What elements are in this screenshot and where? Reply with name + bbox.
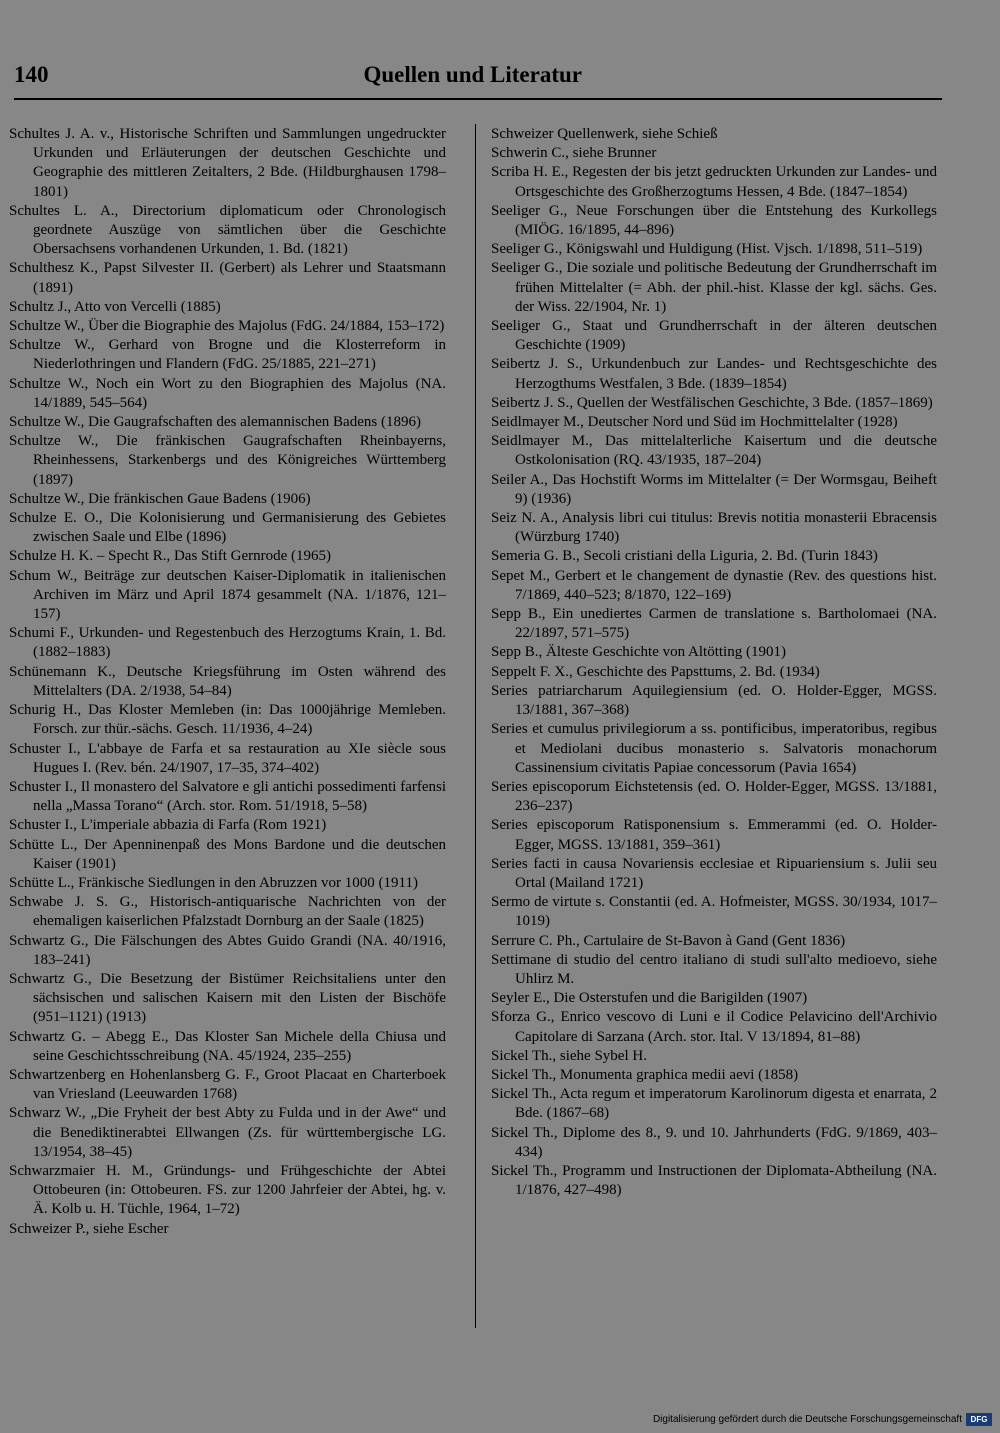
bibliography-entry: Sickel Th., Diplome des 8., 9. und 10. Jahrhunderts (FdG. 9/1869, 403–434) (491, 1124, 937, 1160)
bibliography-entry: Sickel Th., Acta regum et imperatorum Karolinorum digesta et enarrata, 2 Bde. (1867–68) (491, 1086, 937, 1122)
bibliography-entry: Seeliger G., Neue Forschungen über die Entstehung des Kurkollegs (MIÖG. 16/1895, 44–896) (491, 202, 937, 239)
bibliography-entry: Series episcoporum Eichstetensis (ed. O. Holder-Egger, MGSS. 13/1881, 236–237) (491, 778, 937, 815)
bibliography-entry: Schwarzmaier H. M., Gründungs- und Frühgeschichte der Abtei Ottobeuren (in: Ottobeuren. FS. zur 1200 Jahrfeier der Abtei, hg. v. Ä. Kolb u. H. Tüchle, 1964, 1–72) (9, 1162, 446, 1218)
bibliography-entry: Schulze H. K. – Specht R., Das Stift Gernrode (1965) (9, 548, 332, 565)
bibliography-entry: Seyler E., Die Osterstufen und die Barigilden (1907) (491, 990, 808, 1007)
bibliography-entry: Schwerin C., siehe Brunner (491, 145, 657, 162)
bibliography-entry: Schünemann K., Deutsche Kriegsführung im Osten während des Mittelalters (DA. 2/1938, 54–84) (9, 663, 446, 699)
bibliography-entry: Seibertz J. S., Quellen der Westfälischen Geschichte, 3 Bde. (1857–1869) (491, 394, 933, 411)
bibliography-entry: Serrure C. Ph., Cartulaire de St-Bavon à Gand (Gent 1836) (491, 932, 846, 949)
left-column (9, 125, 446, 1239)
bibliography-entry: Seeliger G., Staat und Grundherrschaft in der älteren deutschen Geschichte (1909) (491, 318, 937, 354)
bibliography-entry: Sepet M., Gerbert et le changement de dynastie (Rev. des questions hist. 7/1869, 440–523; 8/1870, 122–169) (491, 567, 937, 603)
bibliography-entry: Schwartz G. – Abegg E., Das Kloster San Michele della Chiusa und seine Geschichtsschreibung (NA. 45/1924, 235–255) (9, 1028, 446, 1064)
bibliography-entry: Seiz N. A., Analysis libri cui titulus: Brevis notitia monasterii Ebracensis (Würzburg 1740) (491, 510, 937, 546)
bibliography-entry: Schwartzenberg en Hohenlansberg G. F., Groot Placaat en Charterboek van Vriesland (Leeuwarden 1768) (9, 1066, 446, 1103)
bibliography-entry: Schuster I., L'abbaye de Farfa et sa restauration au XIe siècle sous Hugues I. (Rev. bén. 24/1907, 17–35, 374–402) (9, 740, 446, 776)
bibliography-entry: Schultze W., Die Gaugrafschaften des alemannischen Badens (1896) (9, 414, 421, 431)
bibliography-entry: Schwabe J. S. G., Historisch-antiquarische Nachrichten von der ehemaligen kaiserlichen Pfalzstadt Dornburg an der Saale (1825) (9, 894, 446, 930)
bibliography-entry: Sickel Th., Programm und Instructionen der Diplomata-Abtheilung (NA. 1/1876, 427–498) (491, 1162, 937, 1199)
bibliography-entry: Semeria G. B., Secoli cristiani della Liguria, 2. Bd. (Turin 1843) (491, 548, 878, 565)
page-number: 140 (14, 62, 49, 87)
bibliography-entry: Schulthesz K., Papst Silvester II. (Gerbert) als Lehrer und Staatsmann (1891) (9, 260, 446, 296)
bibliography-entry: Schuster I., Il monastero del Salvatore e gli antichi possedimenti farfensi nella „Massa Torano“ (Arch. stor. Rom. 51/1918, 5–58) (9, 778, 446, 815)
bibliography-entry: Series facti in causa Novariensis ecclesiae et Ripuariensium s. Julii seu Ortal (Mailand 1721) (491, 855, 937, 891)
bibliography-entry: Scriba H. E., Regesten der bis jetzt gedruckten Urkunden zur Landes- und Ortsgeschichte des Großherzogtums Hessen, 4 Bde. (1847–1854) (491, 164, 937, 200)
bibliography-entry: Sickel Th., Monumenta graphica medii aevi (1858) (491, 1066, 799, 1083)
right-column (491, 125, 937, 1200)
bibliography-entry: Series patriarcharum Aquilegiensium (ed. O. Holder-Egger, MGSS. 13/1881, 367–368) (491, 682, 937, 719)
bibliography-entry: Schultze W., Die fränkischen Gaugrafschaften Rheinbayerns, Rheinhessens, Starkenbergs und des Königreiches Württemberg (1897) (9, 433, 446, 488)
page-header (14, 62, 942, 100)
running-title: Quellen und Literatur (363, 62, 582, 87)
bibliography-entry: Sepp B., Ein unediertes Carmen de translatione s. Bartholomaei (NA. 22/1897, 571–575) (491, 606, 937, 642)
bibliography-entry: Seppelt F. X., Geschichte des Papsttums, 2. Bd. (1934) (491, 663, 820, 680)
bibliography-entry: Seeliger G., Königswahl und Huldigung (Hist. Vjsch. 1/1898, 511–519) (491, 241, 923, 258)
bibliography-entry: Schulze E. O., Die Kolonisierung und Germanisierung des Gebietes zwischen Saale und Elbe (1896) (9, 510, 446, 546)
column-divider (475, 124, 476, 1328)
bibliography-entry: Settimane di studio del centro italiano di studi sull'alto medioevo, siehe Uhlirz M. (491, 951, 937, 987)
digitization-credit: Digitalisierung gefördert durch die Deutsche Forschungsgemeinschaft (652, 1414, 962, 1425)
bibliography-entry: Seibertz J. S., Urkundenbuch zur Landes- und Rechtsgeschichte des Herzogthums Westfalen, 3 Bde. (1839–1854) (491, 356, 937, 392)
bibliography-entry: Sepp B., Älteste Geschichte von Altötting (1901) (491, 644, 786, 661)
bibliography-entry: Schum W., Beiträge zur deutschen Kaiser-Diplomatik in italienischen Archiven im März und April 1874 gesammelt (NA. 1/1876, 121–157) (9, 567, 446, 623)
bibliography-entry: Schultes J. A. v., Historische Schriften und Sammlungen ungedruckter Urkunden und Erläuterungen der deutschen Geschichte und Geographie des mittleren Zeitalters, 2 Bde. (Hildburghausen 1798–1801) (9, 126, 446, 200)
bibliography-entry: Schultze W., Über die Biographie des Majolus (FdG. 24/1884, 153–172) (9, 318, 445, 335)
bibliography-entry: Schurig H., Das Kloster Memleben (in: Das 1000jährige Memleben. Forsch. zur thür.-sächs. Gesch. 11/1936, 4–24) (9, 702, 446, 738)
bibliography-entry: Schultes L. A., Directorium diplomaticum oder Chronologisch geordnete Auszüge von sämtlichen über die Geschichte Obersachsens vorhandenen Urkunden, 1. Bd. (1821) (9, 202, 446, 258)
bibliography-entry: Seiler A., Das Hochstift Worms im Mittelalter (= Der Wormsgau, Beiheft 9) (1936) (491, 471, 937, 507)
bibliography-entry: Series et cumulus privilegiorum a ss. pontificibus, imperatoribus, regibus et Mediolani ducibus monasterio s. Salvatoris monachorum Cassinensium civitatis Papiae concessorum (Pavia 1654) (491, 721, 937, 776)
dfg-logo: DFG (966, 1413, 992, 1426)
bibliography-entry: Schwartz G., Die Besetzung der Bistümer Reichsitaliens unter den sächsischen und salischen Kaisern mit den Listen der Bischöfe (951–1121) (1913) (9, 970, 446, 1026)
bibliography-entry: Series episcoporum Ratisponensium s. Emmerammi (ed. O. Holder-Egger, MGSS. 13/1881, 359–361) (491, 817, 937, 853)
bibliography-entry: Seidlmayer M., Deutscher Nord und Süd im Hochmittelalter (1928) (491, 414, 898, 431)
bibliography-entry: Schwarz W., „Die Fryheit der best Abty zu Fulda und in der Awe“ und die Benediktinerabtei Ellwangen (Zs. für württembergische LG. 13/1954, 38–45) (9, 1105, 446, 1160)
bibliography-entry: Schütte L., Der Apenninenpaß des Mons Bardone und die deutschen Kaiser (1901) (9, 836, 446, 872)
bibliography-entry: Schultz J., Atto von Vercelli (1885) (9, 298, 221, 315)
bibliography-entry: Seidlmayer M., Das mittelalterliche Kaisertum und die deutsche Ostkolonisation (RQ. 43/1935, 187–204) (491, 433, 937, 469)
bibliography-entry: Schultze W., Gerhard von Brogne und die Klosterreform in Niederlothringen und Flandern (FdG. 25/1885, 221–271) (9, 337, 446, 373)
bibliography-entry: Sermo de virtute s. Constantii (ed. A. Hofmeister, MGSS. 30/1934, 1017–1019) (491, 894, 937, 930)
bibliography-entry: Schweizer Quellenwerk, siehe Schieß (491, 126, 718, 142)
bibliography-entry: Schultze W., Die fränkischen Gaue Badens (1906) (9, 490, 311, 507)
bibliography-entry: Schweizer P., siehe Escher (9, 1220, 169, 1237)
bibliography-entry: Schultze W., Noch ein Wort zu den Biographien des Majolus (NA. 14/1889, 545–564) (9, 375, 446, 411)
bibliography-entry: Schuster I., L'imperiale abbazia di Farfa (Rom 1921) (9, 817, 327, 834)
bibliography-entry: Schwartz G., Die Fälschungen des Abtes Guido Grandi (NA. 40/1916, 183–241) (9, 932, 446, 968)
bibliography-entry: Sforza G., Enrico vescovo di Luni e il Codice Pelavicino dell'Archivio Capitolare di Sarzana (Arch. stor. Ital. V 13/1894, 81–88) (491, 1009, 937, 1045)
bibliography-entry: Schumi F., Urkunden- und Regestenbuch des Herzogtums Krain, 1. Bd. (1882–1883) (9, 625, 446, 661)
bibliography-entry: Schütte L., Fränkische Siedlungen in den Abruzzen vor 1000 (1911) (9, 874, 418, 891)
bibliography-entry: Sickel Th., siehe Sybel H. (491, 1047, 647, 1064)
bibliography-entry: Seeliger G., Die soziale und politische Bedeutung der Grundherrschaft im frühen Mittelalter (= Abh. der phil.-hist. Klasse der kgl. sächs. Ges. der Wiss. 22/1904, Nr. 1) (491, 260, 937, 315)
